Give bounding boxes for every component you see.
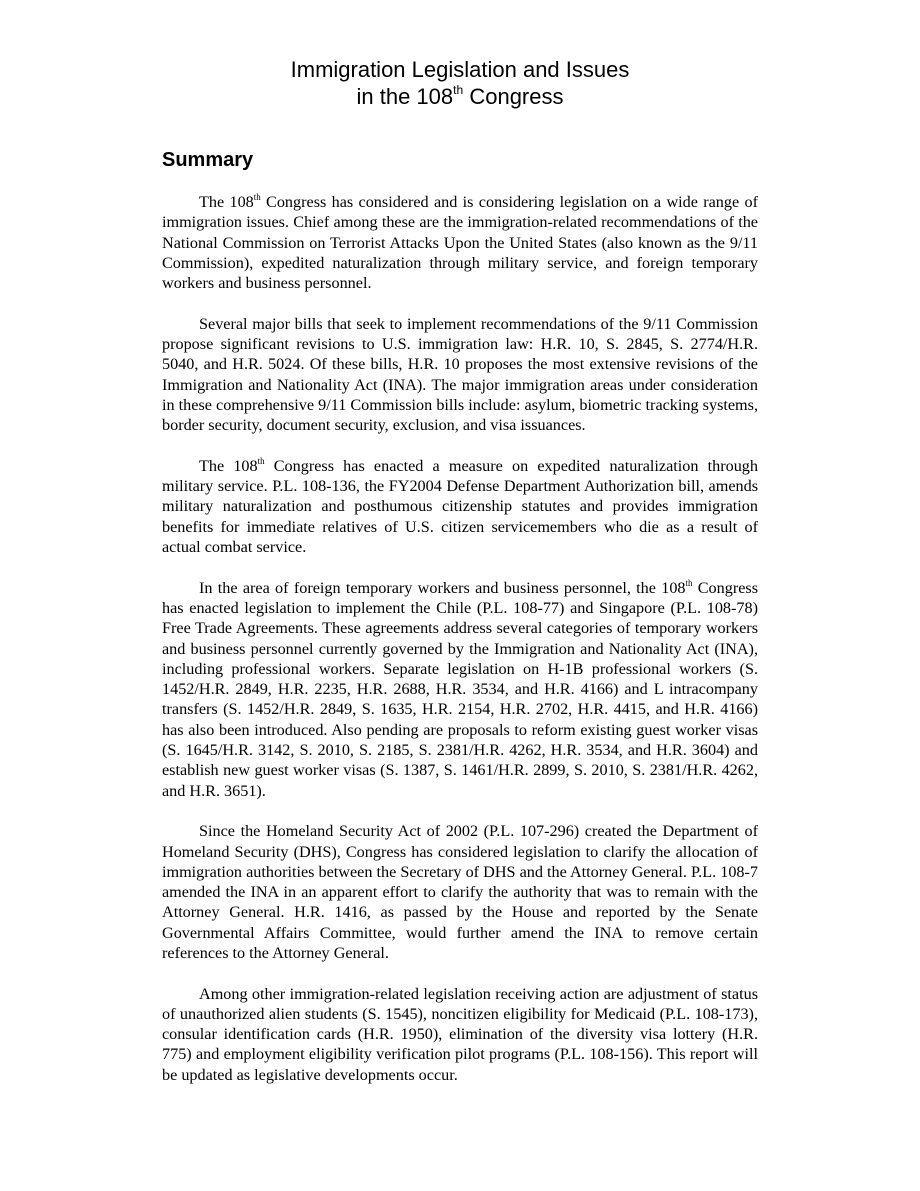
title-line-2: in the 108th Congress: [356, 83, 564, 109]
paragraph-3: The 108th Congress has enacted a measure on expedited naturalization through military service. P.L. 108-136, the FY2004 Defense Department Authorization bill, amends military naturalization and posthumous citizenship statutes and provides immigration benefits for immediate relatives of U.S. citizen servicemembers who die as a result of actual combat service.: [162, 455, 758, 557]
paragraph-1: The 108th Congress has considered and is considering legislation on a wide range of immigration issues. Chief among these are the immigration-related recommendations of the National Commission on Terrorist Attacks Upon the United States (also known as the 9/11 Commission), expedited naturalization through military service, and foreign temporary workers and business personnel.: [162, 191, 758, 293]
paragraph-5: Since the Homeland Security Act of 2002 (P.L. 107-296) created the Department of Homeland Security (DHS), Congress has considered legislation to clarify the allocation of immigration authorities between the Secretary of DHS and the Attorney General. P.L. 108-7 amended the INA in an apparent effort to clarify the authority that was to remain with the Attorney General. H.R. 1416, as passed by the House and reported by the Senate Governmental Affairs Committee, would further amend the INA to remove certain references to the Attorney General.: [162, 822, 758, 962]
summary-body: [162, 192, 758, 1105]
summary-heading: Summary: [162, 149, 254, 171]
paragraph-2: Several major bills that seek to implement recommendations of the 9/11 Commission propose significant revisions to U.S. immigration law: H.R. 10, S. 2845, S. 2774/H.R. 5040, and H.R. 5024. Of these bills, H.R. 10 proposes the most extensive revisions of the Immigration and Nationality Act (INA). The major immigration areas under consideration in these comprehensive 9/11 Commission bills include: asylum, biometric tracking systems, border security, document security, exclusion, and visa issuances.: [162, 314, 758, 435]
paragraph-6: Among other immigration-related legislation receiving action are adjustment of status of unauthorized alien students (S. 1545), noncitizen eligibility for Medicaid (P.L. 108-173), consular identification cards (H.R. 1950), elimination of the diversity visa lottery (H.R. 775) and employment eligibility verification pilot programs (P.L. 108-156). This report will be updated as legislative developments occur.: [162, 984, 758, 1084]
title-line-1: Immigration Legislation and Issues: [290, 57, 630, 82]
document-title: [0, 56, 920, 110]
paragraph-4: In the area of foreign temporary workers and business personnel, the 108th Congress has enacted legislation to implement the Chile (P.L. 108-77) and Singapore (P.L. 108-78) Free Trade Agreements. These agreements address several categories of temporary workers and business personnel currently governed by the Immigration and Nationality Act (INA), including professional workers. Separate legislation on H-1B professional workers (S. 1452/H.R. 2849, H.R. 2235, H.R. 2688, H.R. 3534, and H.R. 4166) and L intracompany transfers (S. 1452/H.R. 2849, S. 1635, H.R. 2154, H.R. 2702, H.R. 4415, and H.R. 4166) has also been introduced. Also pending are proposals to reform existing guest worker visas (S. 1645/H.R. 3142, S. 2010, S. 2185, S. 2381/H.R. 4262, H.R. 3534, and H.R. 3604) and establish new guest worker visas (S. 1387, S. 1461/H.R. 2899, S. 2010, S. 2381/H.R. 4262, and H.R. 3651).: [162, 577, 758, 800]
